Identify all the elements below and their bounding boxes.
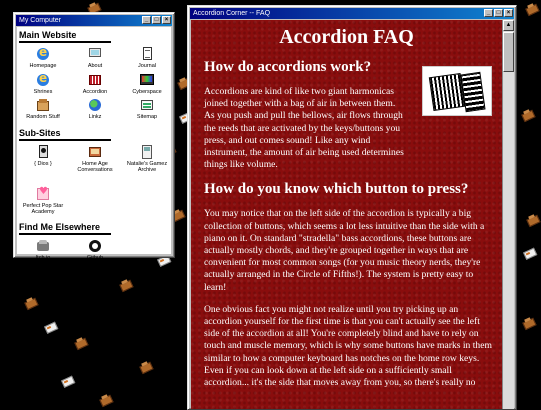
homepage-link[interactable] bbox=[17, 47, 69, 70]
my-computer-window bbox=[13, 12, 175, 261]
conversation-icon bbox=[88, 145, 102, 159]
section-heading: Find Me Elsewhere bbox=[19, 221, 101, 232]
accordion-link[interactable] bbox=[69, 73, 121, 96]
section-heading: Main Website bbox=[19, 30, 77, 40]
link-label: Home Age Conversations bbox=[77, 160, 113, 173]
wallpaper-icon bbox=[520, 108, 535, 122]
github-icon bbox=[88, 239, 102, 253]
link-label: Shrines bbox=[33, 88, 53, 95]
faq-titlebar[interactable] bbox=[190, 8, 514, 19]
github-link[interactable] bbox=[69, 239, 121, 262]
link-label: Homepage bbox=[29, 63, 57, 69]
wallpaper-icon bbox=[60, 374, 75, 389]
close-button[interactable]: × bbox=[504, 9, 513, 17]
gamez-archive-link[interactable] bbox=[121, 145, 173, 174]
sub-sites-grid bbox=[17, 145, 171, 216]
section-divider bbox=[19, 41, 111, 43]
close-button[interactable]: × bbox=[162, 16, 171, 24]
faq-question-heading: How do you know which button to press? bbox=[204, 181, 469, 198]
my-computer-titlebar[interactable] bbox=[16, 15, 172, 26]
main-website-grid bbox=[17, 47, 171, 121]
document-icon bbox=[140, 47, 154, 61]
my-computer-content bbox=[17, 27, 171, 261]
globe-icon bbox=[88, 98, 102, 112]
wallpaper-icon bbox=[521, 316, 536, 330]
section-divider bbox=[19, 233, 111, 235]
accordion-keys bbox=[460, 72, 485, 112]
link-label: Accordion bbox=[82, 88, 108, 95]
cd-case-icon bbox=[36, 145, 50, 159]
dios-link[interactable] bbox=[17, 145, 69, 174]
home-age-conversations-link[interactable] bbox=[69, 145, 121, 174]
faq-answer-paragraph: You may notice that on the left side of the accordion is typically a big collection of buttons, which seems a lot less intuitive than the side with a piano on it. On standard "stradella" bass accordions, these buttons are actually mostly chords, and they're grouped together in ways that are convenient for most common songs (for you music theory nerds, they're actually arranged in the Circle of Fifths!). The system is pretty easy to learn! bbox=[204, 208, 485, 293]
link-label: Itch.io bbox=[35, 254, 51, 261]
monitor-icon bbox=[140, 73, 154, 87]
elsewhere-grid bbox=[17, 239, 171, 262]
faq-window bbox=[187, 5, 517, 410]
wallpaper-icon bbox=[525, 213, 540, 227]
maximize-button[interactable]: □ bbox=[494, 9, 503, 17]
link-label: Random Stuff bbox=[26, 114, 60, 120]
box-icon bbox=[36, 98, 50, 112]
minimize-button[interactable]: _ bbox=[142, 16, 151, 24]
link-label: Cyberspace bbox=[132, 88, 162, 95]
accordion-icon bbox=[88, 73, 102, 87]
link-label: Natalie's Gamez Archive bbox=[126, 160, 168, 173]
window-title: My Computer bbox=[19, 17, 62, 24]
cyberspace-link[interactable] bbox=[121, 73, 173, 96]
link-label: Sitemap bbox=[136, 114, 158, 120]
scroll-thumb[interactable] bbox=[503, 32, 514, 72]
link-label: Github bbox=[86, 254, 104, 261]
wallpaper-icon bbox=[138, 360, 153, 374]
journal-link[interactable] bbox=[121, 47, 173, 70]
vertical-scrollbar[interactable] bbox=[502, 20, 514, 409]
computer-icon bbox=[88, 47, 102, 61]
map-icon bbox=[140, 98, 154, 112]
scroll-up-button[interactable]: ▲ bbox=[503, 20, 514, 31]
wallpaper-icon bbox=[522, 246, 537, 261]
itch-link[interactable] bbox=[17, 239, 69, 262]
wallpaper-icon bbox=[23, 296, 38, 310]
linkz-link[interactable] bbox=[69, 98, 121, 121]
heart-icon bbox=[36, 187, 50, 201]
minimize-button[interactable]: _ bbox=[484, 9, 493, 17]
faq-content bbox=[191, 20, 502, 409]
link-label: Journal bbox=[137, 63, 157, 69]
internet-explorer-icon bbox=[36, 47, 50, 61]
wallpaper-icon bbox=[118, 278, 133, 292]
accordion-bellows bbox=[429, 73, 465, 111]
page-title: Accordion FAQ bbox=[279, 26, 414, 48]
internet-explorer-icon bbox=[36, 73, 50, 87]
shrines-link[interactable] bbox=[17, 73, 69, 96]
wallpaper-icon bbox=[43, 320, 58, 335]
accordion-illustration bbox=[422, 66, 492, 116]
pop-star-academy-link[interactable] bbox=[17, 187, 69, 216]
maximize-button[interactable]: □ bbox=[152, 16, 161, 24]
wallpaper-icon bbox=[73, 336, 88, 350]
faq-question-heading: How do accordions work? bbox=[204, 59, 372, 75]
link-label: Perfect Pop Star Academy bbox=[22, 202, 64, 215]
about-link[interactable] bbox=[69, 47, 121, 70]
wallpaper-icon bbox=[524, 2, 539, 16]
link-label: { Dios } bbox=[34, 160, 52, 167]
itch-icon bbox=[36, 239, 50, 253]
window-title: Accordion Corner -- FAQ bbox=[193, 10, 271, 17]
link-label: About bbox=[87, 63, 103, 69]
random-stuff-link[interactable] bbox=[17, 98, 69, 121]
section-heading: Sub-Sites bbox=[19, 127, 61, 138]
link-label: Linkz bbox=[88, 114, 102, 120]
section-divider bbox=[19, 139, 111, 141]
sitemap-link[interactable] bbox=[121, 98, 173, 121]
faq-answer-paragraph: One obvious fact you might not realize until you try picking up an accordion yourself for the first time is that you can't actually see the left side of the accordion at all! You're completely blind and have to rely on touch and muscle memory, which is why some buttons have marks in them similar to how a computer keyboard has notches on the home row keys. Even if you can look down at the left side on a sufficiently small accordion... it's the side that moves away from you, so there's really no bbox=[204, 303, 492, 389]
faq-answer-paragraph: Accordions are kind of like two giant harmonicas joined together with a bag of air in between them. As you push and pull the bellows, air flows through the reeds that are activated by the keys/buttons you press, and out comes sound! Like any wind instrument, the amount of air being used determines things like volume. bbox=[204, 86, 404, 171]
wallpaper-icon bbox=[98, 393, 113, 407]
arcade-icon bbox=[140, 145, 154, 159]
